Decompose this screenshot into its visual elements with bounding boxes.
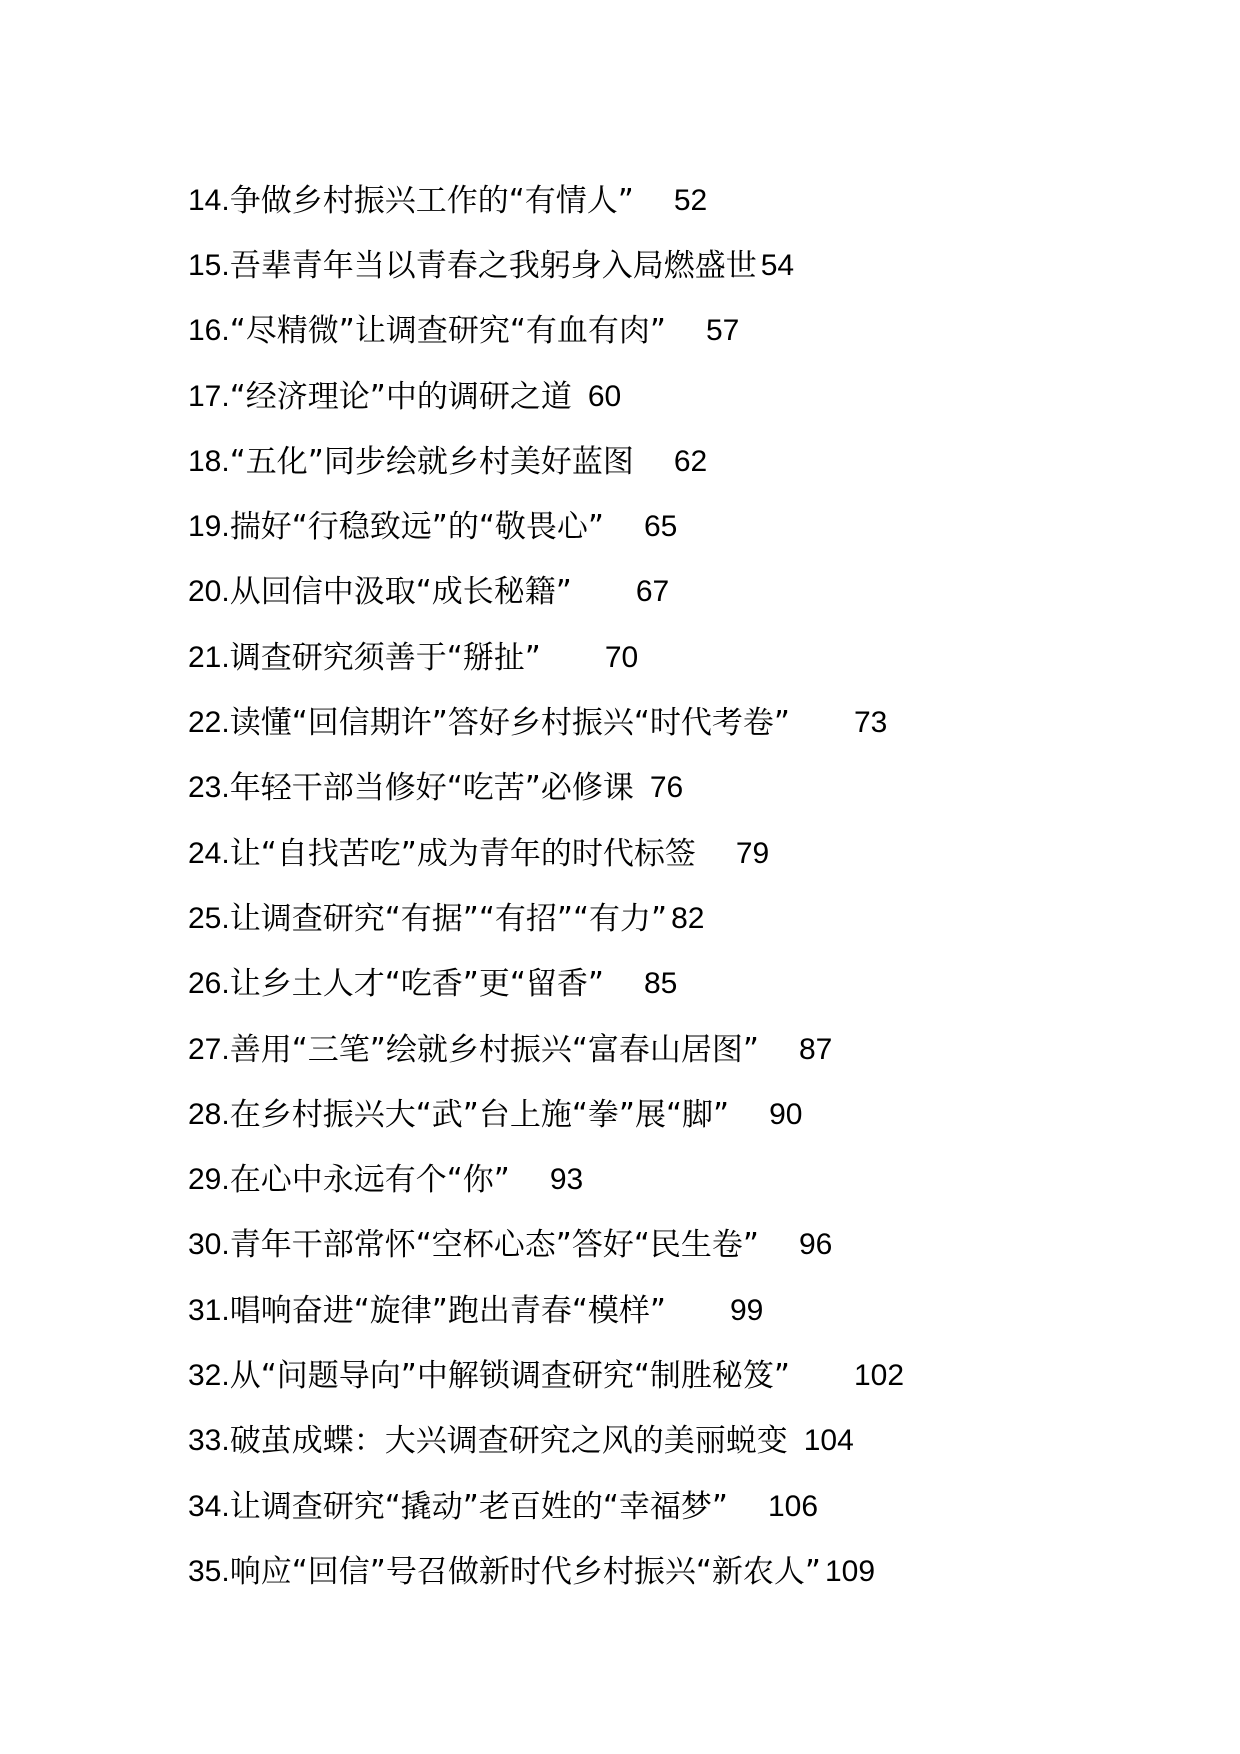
toc-entry-title: 响应“回信”号召做新时代乡村振兴“新农人” bbox=[229, 1553, 821, 1590]
toc-entry bbox=[188, 1343, 1088, 1408]
toc-entry-title: 青年干部常怀“空杯心态”答好“民生卷” bbox=[229, 1227, 759, 1264]
toc-entry bbox=[188, 1147, 1088, 1212]
toc-entry bbox=[188, 1017, 1088, 1082]
toc-entry-page: 76 bbox=[649, 771, 684, 805]
toc-entry-number: 27. bbox=[188, 1032, 230, 1066]
toc-entry-page: 102 bbox=[853, 1358, 905, 1392]
toc-entry-number: 24. bbox=[188, 836, 230, 870]
toc-entry-title: 唱响奋进“旋律”跑出青春“模样” bbox=[229, 1292, 666, 1329]
toc-entry-number: 14. bbox=[188, 183, 230, 217]
toc-entry-number: 21. bbox=[188, 640, 230, 674]
toc-entry-page: 67 bbox=[635, 575, 670, 609]
toc-entry-title: 在心中永远有个“你” bbox=[229, 1162, 510, 1199]
toc-entry-number: 23. bbox=[188, 771, 230, 805]
toc-entry bbox=[188, 364, 1088, 429]
toc-entry-title: 让调查研究“撬动”老百姓的“幸福梦” bbox=[229, 1488, 728, 1525]
toc-entry bbox=[188, 952, 1088, 1017]
toc-entry-page: 79 bbox=[735, 836, 770, 870]
toc-entry-page: 93 bbox=[549, 1163, 584, 1197]
toc-entry bbox=[188, 494, 1088, 559]
toc-entry-number: 16. bbox=[188, 314, 230, 348]
toc-entry-title: 在乡村振兴大“武”台上施“拳”展“脚” bbox=[229, 1096, 730, 1133]
toc-entry-title: 调查研究须善于“掰扯” bbox=[229, 639, 541, 676]
toc-entry-number: 19. bbox=[188, 510, 230, 544]
toc-entry-number: 32. bbox=[188, 1358, 230, 1392]
toc-entry-number: 35. bbox=[188, 1554, 230, 1588]
toc-entry-number: 25. bbox=[188, 901, 230, 935]
toc-entry-number: 26. bbox=[188, 967, 230, 1001]
toc-entry-title: 争做乡村振兴工作的“有情人” bbox=[229, 182, 634, 219]
toc-entry-title: 破茧成蝶：大兴调查研究之风的美丽蜕变 bbox=[229, 1423, 788, 1460]
toc-entry bbox=[188, 560, 1088, 625]
table-of-contents bbox=[188, 168, 1088, 1605]
toc-entry-page: 54 bbox=[760, 248, 795, 282]
toc-entry-number: 29. bbox=[188, 1163, 230, 1197]
toc-entry-title: 善用“三笔”绘就乡村振兴“富春山居图” bbox=[229, 1031, 759, 1068]
toc-entry-page: 85 bbox=[643, 967, 678, 1001]
toc-entry-page: 99 bbox=[729, 1293, 764, 1327]
toc-entry-title: 年轻干部当修好“吃苦”必修课 bbox=[229, 770, 634, 807]
toc-entry bbox=[188, 821, 1088, 886]
toc-entry-page: 106 bbox=[767, 1489, 819, 1523]
toc-entry-page: 104 bbox=[803, 1424, 854, 1458]
toc-entry bbox=[188, 168, 1088, 233]
toc-entry-title: 让调查研究“有据”“有招”“有力” bbox=[229, 900, 668, 937]
toc-entry-title: “五化”同步绘就乡村美好蓝图 bbox=[229, 443, 634, 480]
toc-entry bbox=[188, 299, 1088, 364]
toc-entry-page: 57 bbox=[705, 314, 740, 348]
toc-entry bbox=[188, 1082, 1088, 1147]
toc-entry-page: 60 bbox=[587, 379, 622, 413]
toc-entry bbox=[188, 1409, 1088, 1474]
toc-entry-title: 揣好“行稳致远”的“敬畏心” bbox=[229, 509, 604, 546]
toc-entry bbox=[188, 429, 1088, 494]
toc-entry-number: 34. bbox=[188, 1489, 230, 1523]
toc-entry-page: 70 bbox=[604, 640, 639, 674]
toc-entry-page: 65 bbox=[643, 510, 678, 544]
toc-entry bbox=[188, 1213, 1088, 1278]
toc-entry-page: 90 bbox=[769, 1097, 803, 1131]
toc-entry-page: 52 bbox=[673, 183, 708, 217]
toc-entry-title: 让“自找苦吃”成为青年的时代标签 bbox=[229, 835, 696, 872]
toc-entry-title: 从回信中汲取“成长秘籍” bbox=[229, 574, 572, 611]
toc-entry-number: 30. bbox=[188, 1228, 230, 1262]
toc-entry-page: 109 bbox=[824, 1554, 876, 1588]
toc-entry bbox=[188, 756, 1088, 821]
toc-entry-title: 从“问题导向”中解锁调查研究“制胜秘笈” bbox=[229, 1357, 790, 1394]
toc-entry-number: 31. bbox=[188, 1293, 230, 1327]
toc-entry-number: 20. bbox=[188, 575, 230, 609]
toc-entry bbox=[188, 690, 1088, 755]
toc-entry-title: 读懂“回信期许”答好乡村振兴“时代考卷” bbox=[229, 705, 790, 742]
toc-entry-number: 17. bbox=[188, 379, 230, 413]
toc-entry bbox=[188, 1539, 1088, 1604]
toc-entry-title: 吾辈青年当以青春之我躬身入局燃盛世 bbox=[229, 247, 757, 284]
toc-entry-page: 96 bbox=[798, 1228, 833, 1262]
toc-entry-title: “尽精微”让调查研究“有血有肉” bbox=[229, 313, 666, 350]
toc-entry-number: 22. bbox=[188, 706, 230, 740]
toc-entry-number: 15. bbox=[188, 248, 230, 282]
toc-entry-number: 33. bbox=[188, 1424, 230, 1458]
toc-entry bbox=[188, 625, 1088, 690]
toc-entry bbox=[188, 233, 1088, 298]
toc-entry-title: 让乡土人才“吃香”更“留香” bbox=[229, 966, 604, 1003]
toc-entry bbox=[188, 1278, 1088, 1343]
toc-entry-number: 18. bbox=[188, 444, 230, 478]
toc-entry-number: 28. bbox=[188, 1097, 230, 1131]
toc-entry-title: “经济理论”中的调研之道 bbox=[229, 378, 572, 415]
toc-entry-page: 82 bbox=[671, 901, 705, 935]
toc-entry bbox=[188, 886, 1088, 951]
toc-entry bbox=[188, 1474, 1088, 1539]
toc-entry-page: 62 bbox=[673, 444, 708, 478]
toc-entry-page: 87 bbox=[798, 1032, 833, 1066]
toc-entry-page: 73 bbox=[853, 706, 888, 740]
